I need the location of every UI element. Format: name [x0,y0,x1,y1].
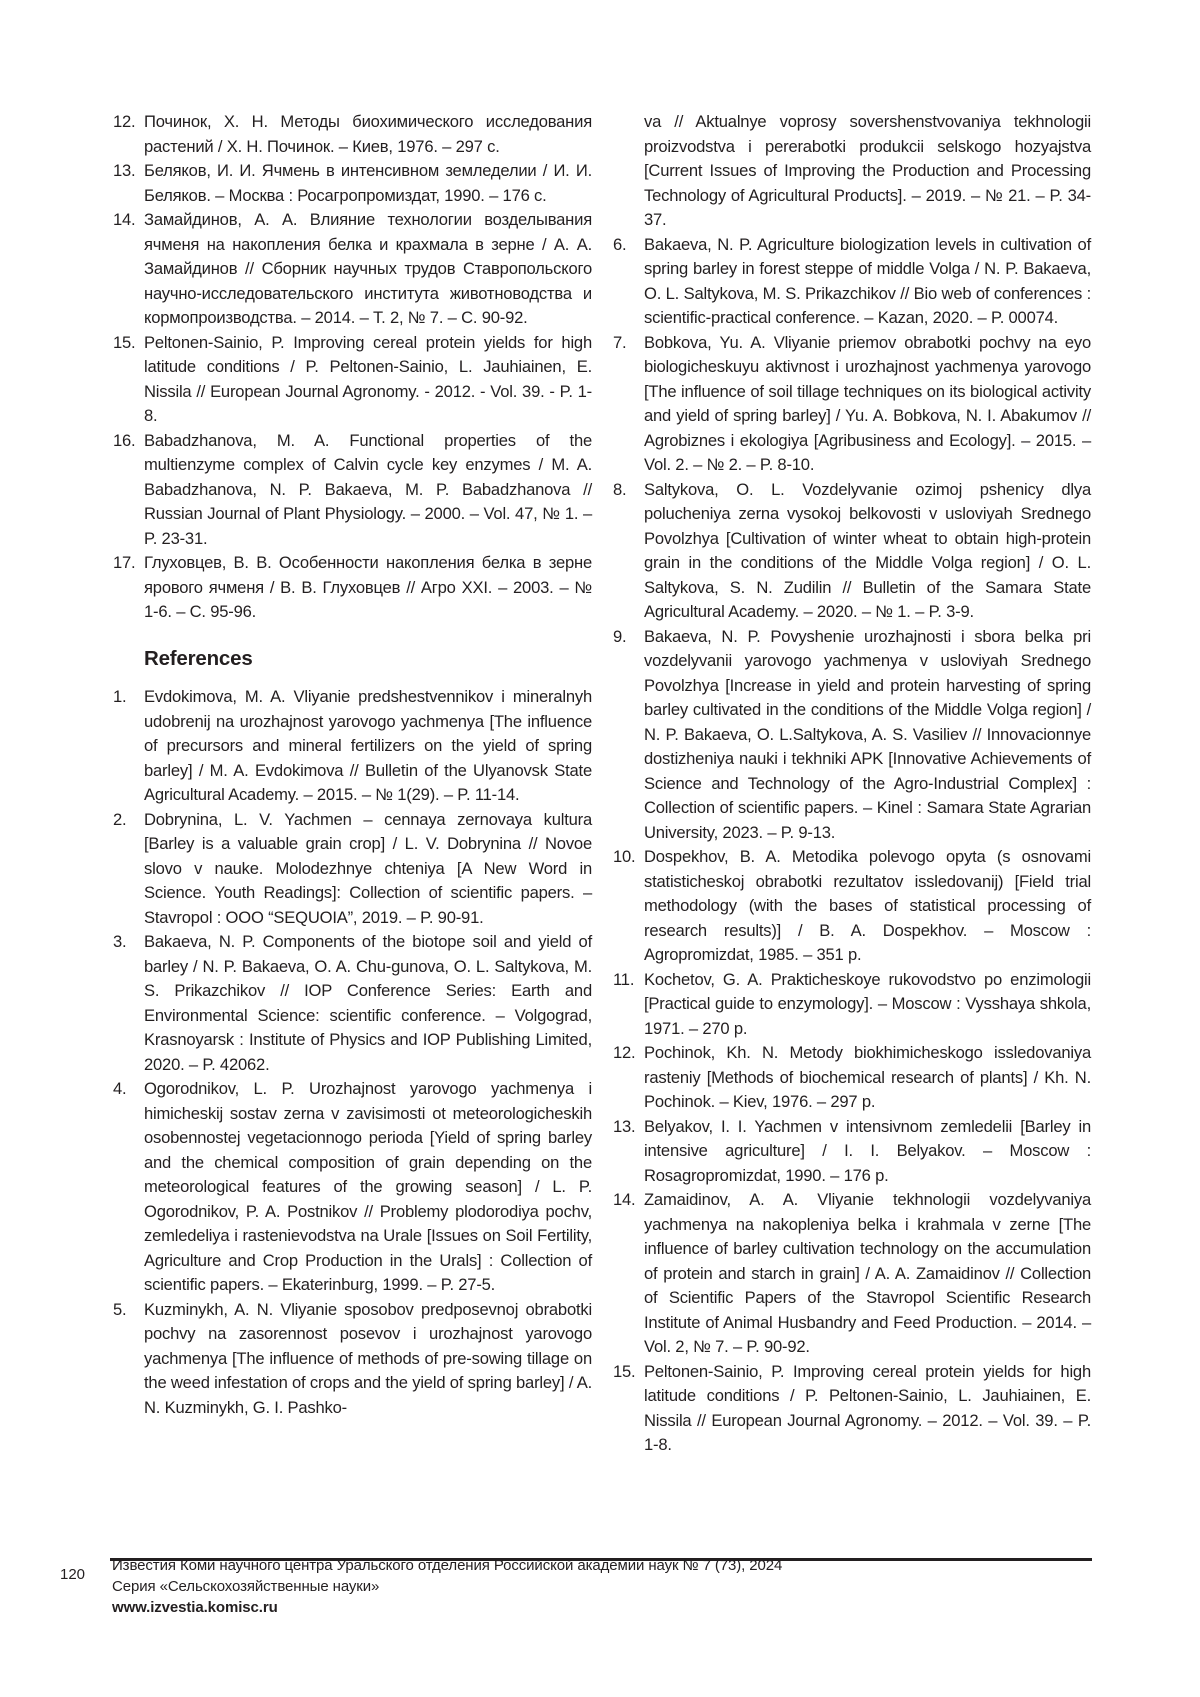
reference-number: 12. [613,1043,636,1062]
reference-text: Глуховцев, В. В. Особенности накопления белка в зерне ярового ячменя / В. В. Глуховцев // Агро XXI. – 2003. – № 1-6. – С. 95-96. [144,553,592,621]
reference-item [113,429,592,552]
reference-item [613,233,1091,331]
reference-text: Kochetov, G. A. Prakticheskoye rukovodstvo po enzimologii [Practical guide to enzymology]. – Moscow : Vysshaya shkola, 1971. – 270 p. [644,969,1091,1038]
reference-text: Bakaeva, N. P. Components of the biotope soil and yield of barley / N. P. Bakaeva, O. A. Chu-gunova, O. L. Saltykova, M. S. Prikazchikov // IOP Conference Series: Earth and Environmental Science: scientific conference. – Volgograd, Krasnoyarsk : Institute of Physics and IOP Publishing Limited, 2020. – P. 42062. [144,932,592,1074]
reference-text: Belyakov, I. I. Yachmen v intensivnom zemledelii [Barley in intensive agriculture] / I. I. Belyakov. – Moscow : Rosagropromizdat, 1990. – 176 p. [644,1116,1091,1185]
right-column [613,110,1091,1458]
reference-number: 3. [113,932,127,951]
series-title: Серия «Сельскохозяйственные науки» [112,1578,380,1595]
journal-url[interactable]: www.izvestia.komisc.ru [112,1599,278,1616]
reference-item [113,551,592,625]
reference-continuation [613,110,1091,233]
reference-text: va // Aktualnye voprosy sovershenstvovaniya tekhnologii proizvodstva i pererabotki produkcii selskogo hozyajstva [Current Issues of Improving the Production and Processing Technology of Agricultural Products]. – 2019. – № 21. – P. 34-37. [644,112,1091,229]
reference-number: 14. [113,210,136,229]
reference-item [613,1115,1091,1189]
reference-item [613,1360,1091,1458]
reference-item [613,968,1091,1042]
reference-number: 15. [613,1361,636,1381]
reference-text: Bakaeva, N. P. Agriculture biologization levels in cultivation of spring barley in forest steppe of middle Volga / N. P. Bakaeva, O. L. Saltykova, M. S. Prikazchikov // Bio web of conferences : scientific-practical conference. – Kazan, 2020. – P. 00074. [644,234,1091,327]
reference-item [113,1298,592,1421]
reference-item [113,808,592,931]
reference-number: 4. [113,1079,127,1098]
reference-item [113,159,592,208]
reference-text: Починок, Х. Н. Методы биохимического исследования растений / Х. Н. Починок. – Киев, 1976. – 297 с. [144,112,592,156]
reference-item [613,625,1091,846]
reference-text: Ogorodnikov, L. P. Urozhajnost yarovogo yachmenya i himicheskij sostav zerna v zavisimosti ot meteorologicheskih osobennostej vegetacionnogo perioda [Yield of spring barley and the chemical composition of grain depending on the meteorological features of the growing season] / L. P. Ogorodnikov, P. A. Postnikov // Problemy plodorodiya pochv, zemledeliya i rastenievodstva na Urale [Issues on Soil Fertility, Agriculture and Crop Production in the Urals] : Collection of scientific papers. – Ekaterinburg, 1999. – P. 27-5. [144,1079,592,1294]
reference-number: 7. [613,332,627,352]
reference-number: 11. [613,969,635,989]
reference-item [113,685,592,808]
reference-number: 10. [613,847,636,866]
reference-text: Babadzhanova, M. A. Functional properties of the multienzyme complex of Calvin cycle key enzymes / M. A. Babadzhanova, N. P. Bakaeva, M. P. Babadzhanova // Russian Journal of Plant Physiology. – 2000. – Vol. 47, № 1. – P. 23-31. [144,430,592,548]
reference-text: Saltykova, O. L. Vozdelyvanie ozimoj pshenicy dlya polucheniya zerna vysokoj belkovosti v usloviyah Srednego Povolzhya [Cultivation of winter wheat to obtain high-protein grain in the conditions of the Middle Volga region] / O. L. Saltykova, S. N. Zudilin // Bulletin of the Samara State Agricultural Academy. – 2020. – № 1. – P. 3-9. [644,479,1091,621]
reference-text: Zamaidinov, A. A. Vliyanie tekhnologii vozdelyvaniya yachmenya na nakopleniya belka i krahmala v zerne [The influence of barley cultivation technology on the accumulation of protein and starch in grain] / A. A. Zamaidinov // Collection of Scientific Papers of the Stavropol Scientific Research Institute of Animal Husbandry and Feed Production. – 2014. – Vol. 2, № 7. – P. 90-92. [644,1190,1091,1356]
reference-number: 13. [613,1116,636,1136]
reference-text: Peltonen-Sainio, P. Improving cereal protein yields for high latitude conditions / P. Peltonen-Sainio, L. Jauhiainen, E. Nissila // European Journal Agronomy. – 2012. – Vol. 39. – P. 1-8. [644,1361,1091,1454]
reference-number: 17. [113,553,136,572]
references-heading: References [144,646,253,670]
reference-text: Kuzminykh, A. N. Vliyanie sposobov predposevnoj obrabotki pochvy na zasorennost posevov i urozhajnost yarovogo yachmenya [The influence of methods of pre-sowing tillage on the weed infestation of crops and the yield of spring barley] / A. N. Kuzminykh, G. I. Pashko- [144,1299,593,1417]
footer [112,1555,782,1618]
reference-item [613,331,1091,478]
reference-text: Dospekhov, B. A. Metodika polevogo opyta (s osnovami statisticheskoj obrabotki rezultatov issledovanij) [Field trial methodology (with the bases of statistical processing of research results)] / B. A. Dospekhov. – Moscow : Agropromizdat, 1985. – 351 p. [644,847,1091,964]
reference-item [113,208,592,331]
reference-number: 16. [113,430,136,450]
reference-item [113,1077,592,1298]
reference-number: 8. [613,479,627,499]
reference-text: Bobkova, Yu. A. Vliyanie priemov obrabotki pochvy na eyo biologicheskuyu aktivnost i urozhajnost yachmenya yarovogo [The influence of soil tillage techniques on its biological activity and yield of spring barley] / Yu. A. Bobkova, N. I. Abakumov // Agrobiznes i ekologiya [Agribusiness and Ecology]. – 2015. – Vol. 2. – № 2. – P. 8-10. [644,332,1091,474]
reference-text: Peltonen-Sainio, P. Improving cereal protein yields for high latitude conditions / P. Peltonen-Sainio, L. Jauhiainen, E. Nissila // European Journal Agronomy. - 2012. - Vol. 39. - P. 1-8. [144,332,592,425]
reference-number: 12. [113,112,136,131]
reference-number: 9. [613,626,627,646]
reference-number: 1. [113,687,127,706]
reference-item [613,478,1091,625]
left-column [113,110,592,1420]
page-number: 120 [60,1566,86,1583]
reference-item [613,1041,1091,1115]
reference-text: Dobrynina, L. V. Yachmen – cennaya zernovaya kultura [Barley is a valuable grain crop] / L. V. Dobrynina // Novoe slovo v nauke. Molodezhnye chteniya [A New Word in Science. Youth Readings]: Collection of scientific papers. – Stavropol : OOO “SEQUOIA”, 2019. – P. 90-91. [144,809,592,927]
reference-text: Замайдинов, А. А. Влияние технологии возделывания ячменя на накопления белка и крахмала в зерне / А. А. Замайдинов // Сборник научных трудов Ставропольского научно-исследовательского института животноводства и кормопроизводства. – 2014. – Т. 2, № 7. – С. 90-92. [144,210,592,327]
reference-number: 13. [113,161,136,180]
reference-item [113,110,592,159]
reference-text: Pochinok, Kh. N. Metody biokhimicheskogo issledovaniya rasteniy [Methods of biochemical research of plants] / Kh. N. Pochinok. – Kiev, 1976. – 297 p. [644,1043,1091,1111]
reference-text: Evdokimova, M. A. Vliyanie predshestvennikov i mineralnyh udobrenij na urozhajnost yarovogo yachmenya [The influence of precursors and mineral fertilizers on the yield of spring barley] / M. A. Evdokimova // Bulletin of the Ulyanovsk State Agricultural Academy. – 2015. – № 1(29). – P. 11-14. [144,687,592,804]
reference-item [613,1188,1091,1360]
journal-title: Известия Коми научного центра Уральского отделения Российской академии наук № 7 (73), 2024 [112,1557,783,1574]
reference-number: 14. [613,1190,636,1209]
russian-reference-list [113,110,592,625]
reference-number: 5. [113,1299,127,1319]
english-reference-list [113,685,592,1420]
reference-item [113,930,592,1077]
reference-item [613,845,1091,968]
reference-number: 15. [113,332,136,352]
reference-number: 6. [613,234,627,254]
reference-text: Беляков, И. И. Ячмень в интенсивном земледелии / И. И. Беляков. – Москва : Росагропромиздат, 1990. – 176 с. [144,161,592,205]
reference-text: Bakaeva, N. P. Povyshenie urozhajnosti i sbora belka pri vozdelyvanii yarovogo yachmenya v usloviyah Srednego Povolzhya [Increase in yield and protein harvesting of spring barley cultivated in the conditions of the Middle Volga region] / N. P. Bakaeva, O. L.Saltykova, A. S. Vasiliev // Innovacionnye dostizheniya nauki i tekhniki APK [Innovative Achievements of Science and Technology of the Agro-Industrial Complex] : Collection of scientific papers. – Kinel : Samara State Agrarian University, 2023. – P. 9-13. [644,626,1091,842]
english-reference-list-continued [613,110,1091,1458]
reference-item [113,331,592,429]
reference-number: 2. [113,809,127,829]
